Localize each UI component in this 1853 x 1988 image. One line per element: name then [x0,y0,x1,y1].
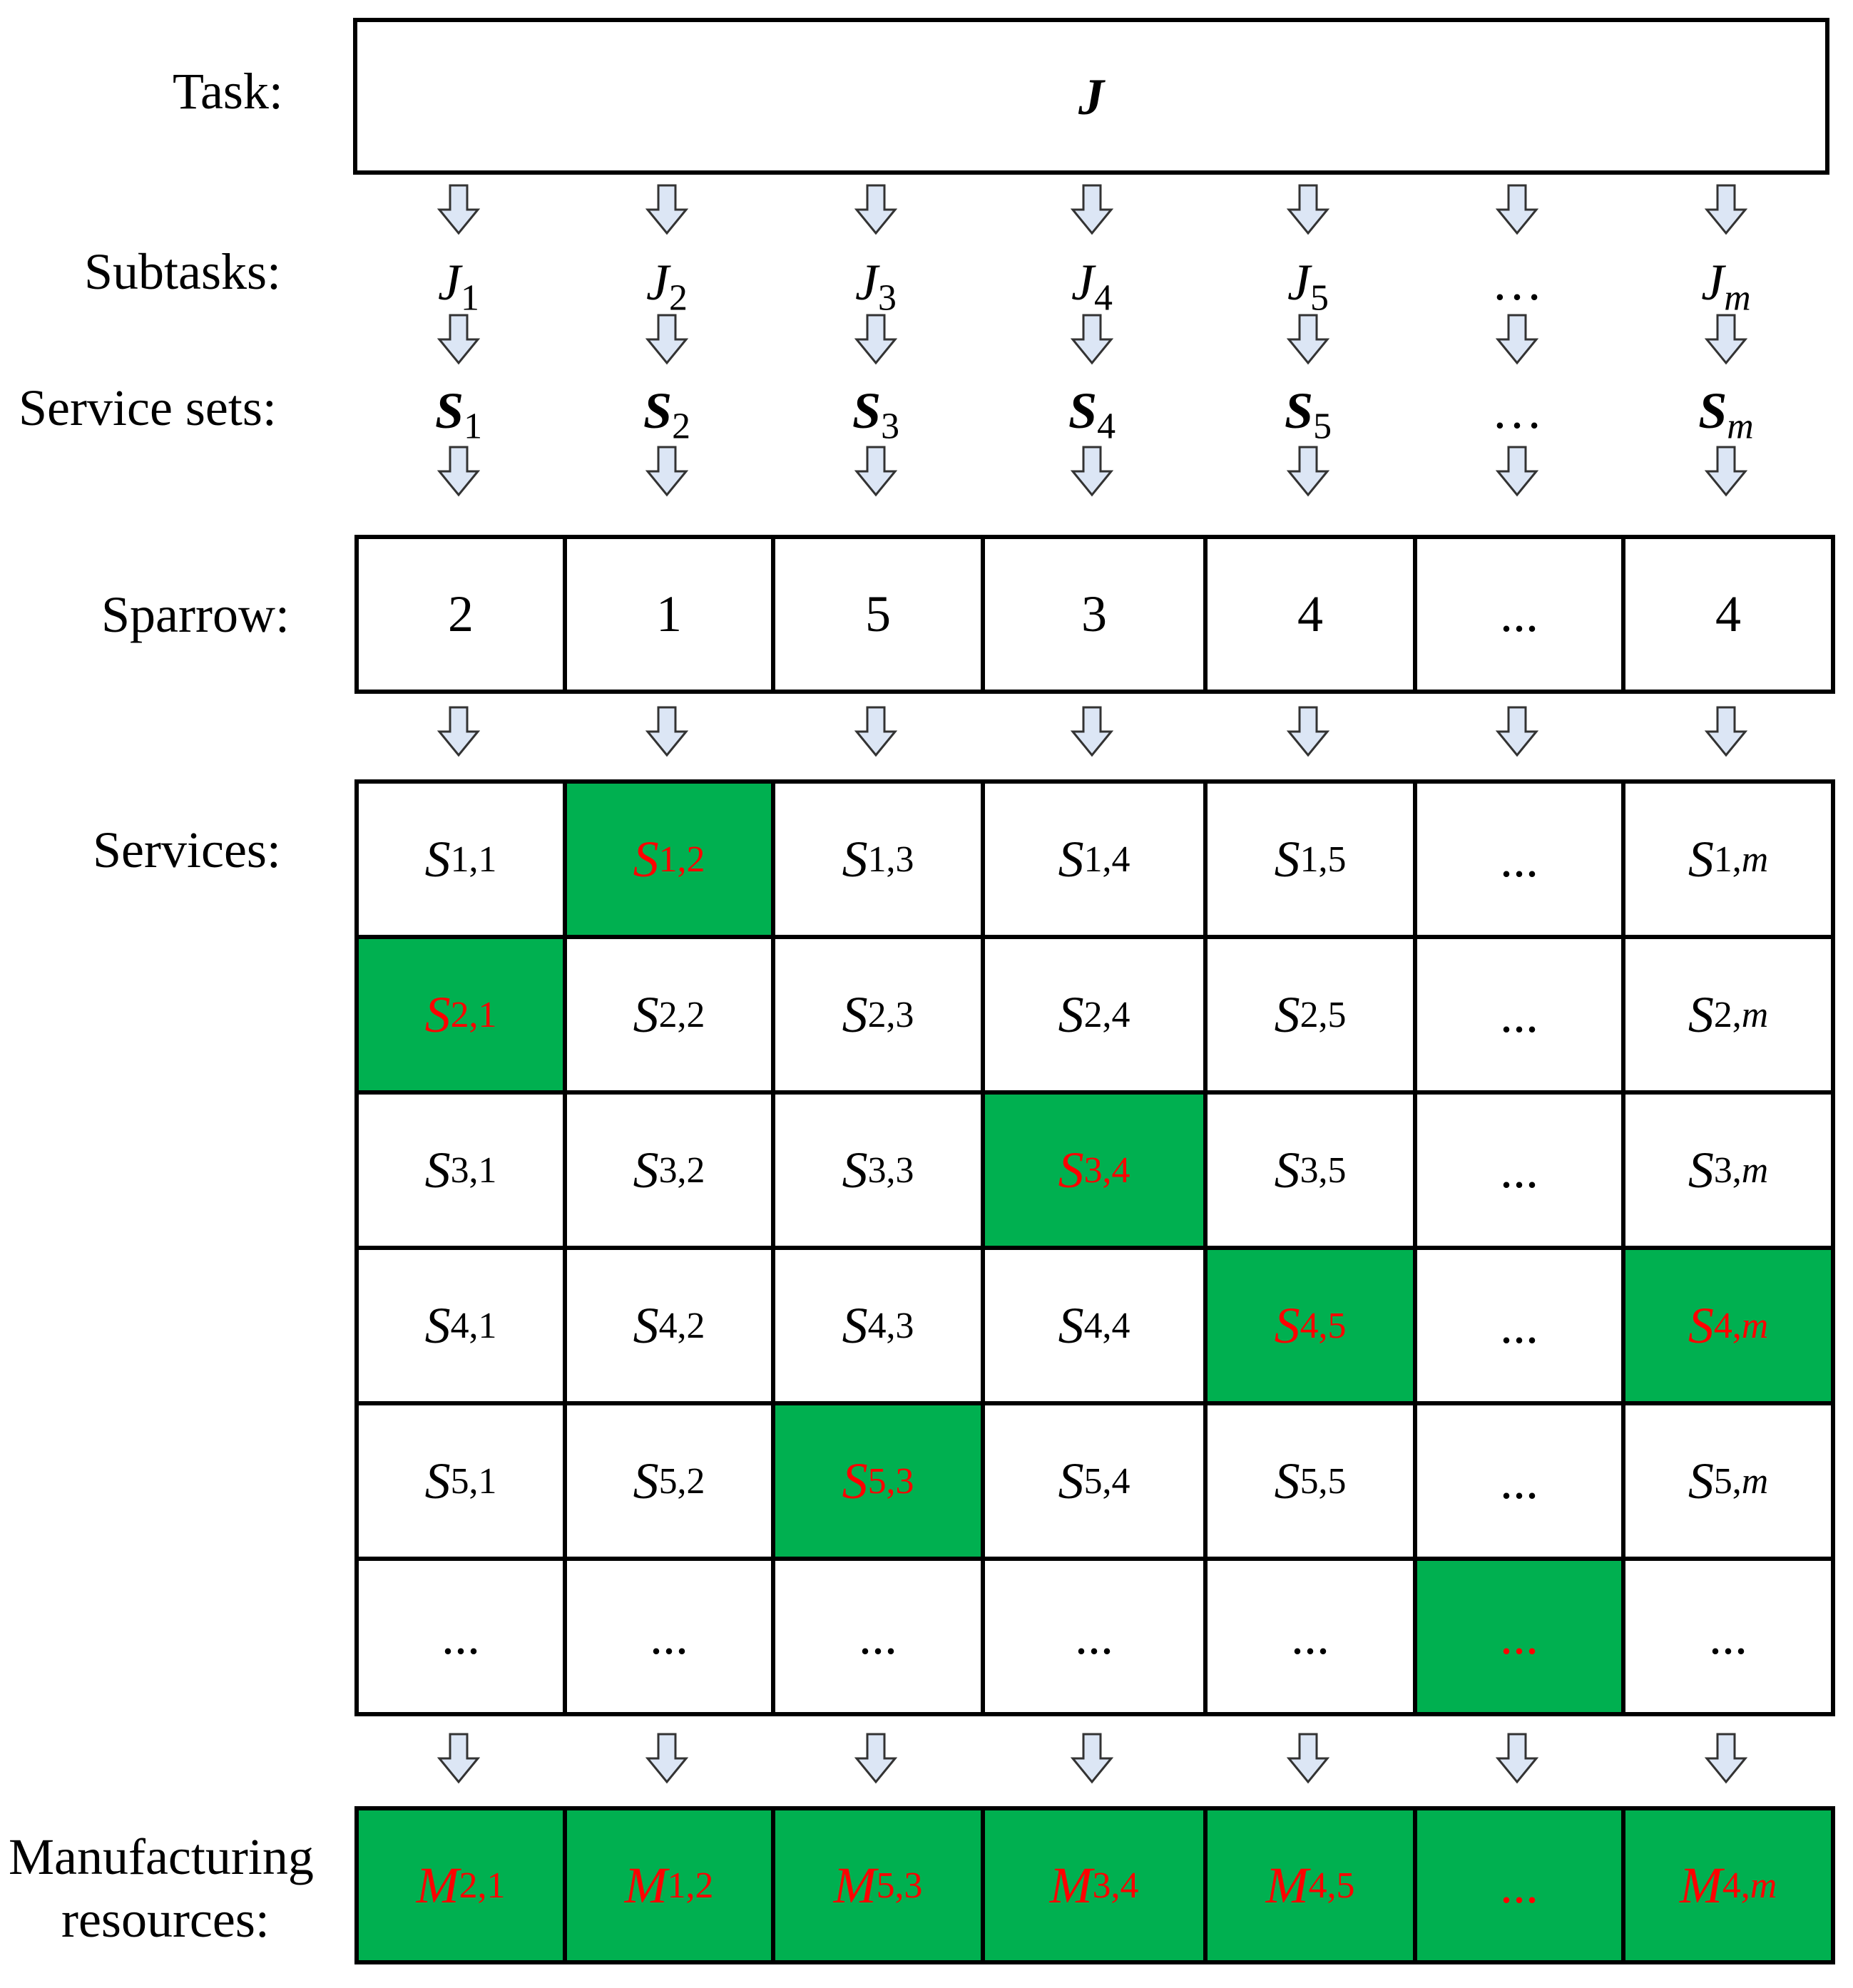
down-arrow-icon [1071,446,1113,497]
down-arrow-icon [1705,314,1747,365]
service-set-symbol: $S_4$ [1068,382,1116,447]
service-set-symbol: $S_2$ [643,382,690,447]
service-cell: ... [1621,1557,1835,1716]
down-arrow-icon [854,314,897,365]
service-cell: S 4,3 [771,1246,985,1405]
manufacturing-cell: M 4,5 [1203,1806,1417,1964]
down-arrow-icon [1496,184,1538,235]
manufacturing-cell: M 1,2 [563,1806,775,1964]
label-services: Services: [93,821,281,878]
service-set-symbol: $S_5$ [1285,382,1332,447]
subtask-symbol: … [1491,254,1543,311]
down-arrow-icon [1496,314,1538,365]
subtask-symbol: $J_m$ [1701,254,1751,319]
down-arrow-icon [437,446,480,497]
down-arrow-icon [1287,446,1329,497]
down-arrow-icon [1071,314,1113,365]
service-set-symbol: $S_1$ [435,382,482,447]
sparrow-cell: 4 [1203,535,1417,694]
service-cell: S 3,3 [771,1090,985,1250]
down-arrow-icon [645,1733,688,1784]
service-cell: ... [1413,779,1625,939]
down-arrow-icon [854,1733,897,1784]
subtask-symbol: $J_5$ [1287,254,1329,319]
down-arrow-icon [1071,706,1113,757]
service-cell: S 2,m [1621,935,1835,1095]
sparrow-cell: 1 [563,535,775,694]
service-cell: S 3,m [1621,1090,1835,1250]
down-arrow-icon [1071,184,1113,235]
down-arrow-icon [645,314,688,365]
down-arrow-icon [1705,184,1747,235]
down-arrow-icon [1496,446,1538,497]
service-cell: S 1,1 [354,779,567,939]
service-cell: S 3,2 [563,1090,775,1250]
service-cell: S 2,2 [563,935,775,1095]
service-cell: S 3,5 [1203,1090,1417,1250]
service-cell: S 3,1 [354,1090,567,1250]
service-set-symbol: … [1491,382,1543,439]
down-arrow-icon [854,446,897,497]
down-arrow-icon [1287,706,1329,757]
service-cell: S 4,m [1621,1246,1835,1405]
down-arrow-icon [1705,706,1747,757]
service-cell: ... [1413,1557,1625,1716]
down-arrow-icon [645,184,688,235]
sparrow-cell: ... [1413,535,1625,694]
label-service-sets: Service sets: [19,379,277,436]
down-arrow-icon [1287,1733,1329,1784]
down-arrow-icon [437,314,480,365]
label-task: Task: [173,63,283,120]
label-subtasks: Subtasks: [84,243,282,300]
service-cell: ... [771,1557,985,1716]
service-cell: S 1,m [1621,779,1835,939]
service-cell: S 2,5 [1203,935,1417,1095]
service-cell: ... [1413,1401,1625,1561]
service-cell: ... [1203,1557,1417,1716]
sparrow-cell: 4 [1621,535,1835,694]
manufacturing-cell: ... [1413,1806,1625,1964]
down-arrow-icon [854,706,897,757]
down-arrow-icon [1071,1733,1113,1784]
service-cell: ... [354,1557,567,1716]
service-cell: ... [1413,1090,1625,1250]
service-cell: S 5,4 [981,1401,1208,1561]
service-cell: S 1,2 [563,779,775,939]
down-arrow-icon [437,706,480,757]
service-cell: ... [1413,1246,1625,1405]
down-arrow-icon [1496,706,1538,757]
service-cell: ... [563,1557,775,1716]
service-cell: S 4,4 [981,1246,1208,1405]
service-cell: S 5,2 [563,1401,775,1561]
service-cell: S 1,5 [1203,779,1417,939]
service-cell: S 5,1 [354,1401,567,1561]
down-arrow-icon [1705,1733,1747,1784]
service-cell: S 3,4 [981,1090,1208,1250]
label-manufacturing-line1: Manufacturing [9,1828,314,1885]
service-cell: ... [1413,935,1625,1095]
subtask-symbol: $J_2$ [646,254,688,319]
label-manufacturing-line2: resources: [61,1891,270,1948]
sparrow-cell: 3 [981,535,1208,694]
service-cell: S 4,2 [563,1246,775,1405]
sparrow-cell: 2 [354,535,567,694]
down-arrow-icon [645,706,688,757]
service-set-symbol: $S_m$ [1698,382,1754,447]
service-cell: S 4,5 [1203,1246,1417,1405]
subtask-symbol: $J_3$ [855,254,897,319]
manufacturing-cell: M 5,3 [771,1806,985,1964]
down-arrow-icon [1287,184,1329,235]
service-cell: ... [981,1557,1208,1716]
subtask-symbol: $J_4$ [1071,254,1113,319]
service-cell: S 5,m [1621,1401,1835,1561]
service-cell: S 1,4 [981,779,1208,939]
service-cell: S 5,5 [1203,1401,1417,1561]
sparrow-cell: 5 [771,535,985,694]
service-cell: S 5,3 [771,1401,985,1561]
down-arrow-icon [437,184,480,235]
task-symbol: J [1078,68,1104,125]
down-arrow-icon [854,184,897,235]
manufacturing-cell: M 4,m [1621,1806,1835,1964]
down-arrow-icon [645,446,688,497]
service-cell: S 2,4 [981,935,1208,1095]
down-arrow-icon [1287,314,1329,365]
service-cell: S 2,3 [771,935,985,1095]
down-arrow-icon [1496,1733,1538,1784]
service-cell: S 1,3 [771,779,985,939]
down-arrow-icon [1705,446,1747,497]
service-cell: S 2,1 [354,935,567,1095]
manufacturing-cell: M 3,4 [981,1806,1208,1964]
label-sparrow: Sparrow: [101,586,290,643]
service-cell: S 4,1 [354,1246,567,1405]
service-set-symbol: $S_3$ [852,382,899,447]
subtask-symbol: $J_1$ [438,254,479,319]
manufacturing-cell: M 2,1 [354,1806,567,1964]
down-arrow-icon [437,1733,480,1784]
